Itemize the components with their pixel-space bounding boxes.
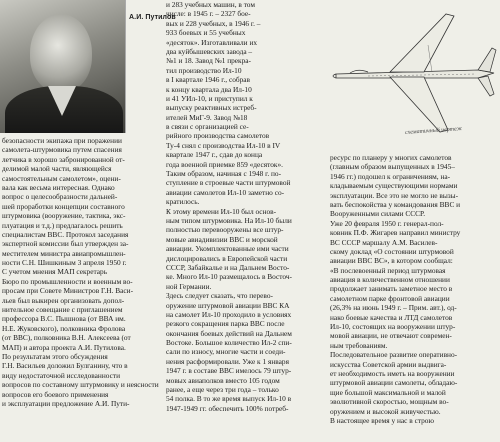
text-line: Вооруженными силами СССР. [330, 209, 426, 219]
text-line: самолетном парке фронтовой авиации [330, 293, 450, 303]
text-line: эволютивной скоростью, мощным во- [330, 397, 449, 407]
text-line: окончания боевых действий на Дальнем [166, 328, 292, 338]
text-line: Ил-10, состоящих на вооружении штур- [330, 322, 456, 332]
text-line: самостоятельным самолетом», оцени- [2, 173, 121, 183]
text-line: МАП) и автора проекта А.И. Путилова. [2, 342, 126, 352]
text-line: нако боевые качества и ЛТД самолетов [330, 312, 453, 322]
text-line: По результатам этого обсуждения [2, 351, 108, 361]
text-line: числе: в 1945 г. – 2327 бое- [166, 9, 251, 19]
text-line: полностью перевооружены все штур- [166, 225, 284, 235]
text-line: тил производство Ил-10 [166, 65, 242, 75]
text-line: шей проработки концепции составного [2, 201, 125, 211]
text-line: оружением и высокой живучестью. [330, 406, 441, 416]
text-line: резкого сокращения парка ВВС после [166, 319, 285, 329]
text-line: летчика в хорошо забронированной от- [2, 154, 125, 164]
text-line: ступление в строевые части штурмовой [166, 178, 291, 188]
text-line: «десяток». Изготавливали их [166, 37, 258, 47]
text-line: 54 полка. В то же время выпуск Ил-10 в [166, 394, 292, 404]
text-column-3 [330, 153, 498, 425]
text-line: ным типом штурмовика. На Ил-10 были [166, 215, 292, 225]
text-line: С учетом мнения МАП секретарь [2, 267, 108, 277]
text-line: рийного производства самолетов [166, 131, 270, 141]
text-line: ным требованиям. [330, 340, 388, 350]
aircraft-drawing [328, 0, 500, 150]
text-line: просам при Совете Министров Г.Н. Васи- [2, 286, 134, 296]
figure-caption: схематичный чертеж [404, 126, 463, 136]
text-line: продолжает занимать заметное место в [330, 284, 453, 294]
text-line: вать беспокойства у командования ВВС и [330, 199, 461, 209]
text-line: квартале 1947 г., сдав до конца [166, 150, 263, 160]
text-line: эксплуатации. Все это не могло не вызы- [330, 190, 459, 200]
text-line: вала как весьма интересная. Однако [2, 182, 115, 192]
text-column-2 [166, 0, 324, 413]
text-line: ресурс по планеру у многих самолетов [330, 153, 452, 162]
text-line: Последовательное развитие оперативно- [330, 350, 458, 360]
text-line: экспертной комиссии был утвержден за- [2, 239, 129, 249]
text-line: специалистам ВВС. Протокол заседания [2, 229, 129, 239]
text-line: года военной приемке 859 «десяток». [166, 159, 283, 169]
text-line: нительное совещание с приглашением [2, 305, 123, 315]
text-line: мовые авиадивизии ВВС и морской [166, 234, 278, 244]
text-line: штурмовой авиации самолеты, обладаю- [330, 378, 458, 388]
text-line: в связи с организацией се- [166, 122, 249, 132]
portrait-head [30, 14, 92, 92]
text-line: делимой малой части, являющейся [2, 164, 112, 174]
text-line: и 283 учебных машин, в том [166, 0, 255, 9]
text-line: К этому времени Ил-10 был основ- [166, 206, 277, 216]
text-line: ителей МиГ-9. Завод №18 [166, 112, 248, 122]
text-line: Здесь следует сказать, что перево- [166, 291, 273, 301]
author-portrait-photo [0, 0, 126, 133]
text-line: авиации. Укомплектованные ими части [166, 244, 289, 254]
text-line: выпуску реактивных истреб- [166, 103, 257, 113]
text-line: сали по износу, многие части и соеди- [166, 347, 286, 357]
text-line: на самолет Ил-10 проходило в условиях [166, 309, 292, 319]
aircraft-sketch-svg [328, 0, 500, 150]
text-line: льев был выкирен организовать допол- [2, 295, 125, 305]
text-line: профессора В.С. Пышнова (от ВВА им. [2, 314, 126, 324]
text-line: мовой авиации, не отвечают современ- [330, 331, 452, 341]
text-line: вых и 228 учебных, в 1946 г. – [166, 18, 261, 28]
text-line: (от ВВС), полковника В.Н. Алексеева (от [2, 333, 131, 343]
text-line: ВС СССР маршалу А.М. Василев- [330, 237, 438, 247]
text-line: кладываемым существующими нормами [330, 181, 458, 191]
text-line: авиации ВВС ВС», в котором сообщал: [330, 256, 453, 266]
text-line: ности С.Н. Шишкиным 3 апреля 1950 г. [2, 258, 127, 268]
text-line: нения расформировали. Уже к 1 января [166, 356, 289, 366]
text-line: и 41 УИл-10, и приступил к [166, 93, 253, 103]
text-line: Ту-4 снял с производства Ил-10 в IV [166, 140, 281, 150]
author-name: А.И. Путилов [129, 14, 176, 21]
text-line: ковник П.Ф. Жигарев направил министру [330, 228, 461, 238]
text-line: (26,3% на июнь 1949 г. – Прим. авт.), од- [330, 303, 457, 313]
text-line: ет необходимость иметь на вооружении [330, 368, 455, 378]
text-line: вопрос о целесообразности дальней- [2, 192, 118, 202]
text-line: авиация в количественном отношении [330, 275, 450, 285]
text-line: Востоке. Большое количество Ил-2 спи- [166, 338, 292, 348]
text-line: авиации самолетов Ил-10 заметно со- [166, 187, 285, 197]
text-line: скому доклад «О состоянии штурмовой [330, 246, 454, 256]
text-line: и эксплуатации предложение А.И. Пути- [2, 398, 130, 408]
text-line: №1 и 18. Завод №1 прекра- [166, 56, 252, 66]
text-line: Таким образом, начиная с 1948 г. по- [166, 169, 282, 179]
text-line: 1946 гг.) подошел к ограничениям, на- [330, 171, 451, 181]
text-line: Уже 20 февраля 1950 г. генерал-пол- [330, 218, 444, 228]
text-line: два куйбышевских завода – [166, 46, 253, 56]
text-line: штурмовика (вооружение, тактика, экс- [2, 211, 126, 221]
text-line: в I квартале 1946 г., собрав [166, 75, 251, 85]
text-line: ке. Много Ил-10 размещалось в Восточ- [166, 272, 293, 282]
text-line: (главным образом выпущенных в 1945– [330, 162, 455, 172]
text-line: виду недостаточной исследованности [2, 370, 121, 380]
text-line: вопросов его боевого применения [2, 389, 109, 399]
text-line: Н.Е. Жуковского), полковника Фролова [2, 323, 126, 333]
text-line: мовых авиаполков вместо 105 годом [166, 375, 280, 385]
text-line: СССР, Забайкалье и на Дальнем Восто- [166, 262, 290, 272]
text-line: Бюро по промышленности и военным во- [2, 276, 133, 286]
text-line: местителем министра авиапромышлен- [2, 248, 126, 258]
text-line: В настоящее время у нас в строю [330, 415, 434, 425]
text-line: к концу квартала два Ил-10 [166, 84, 252, 94]
text-line: 1947-1949 гг. обеспечить 100% потреб- [166, 403, 289, 413]
text-line: ранее, а еще через три года – только [166, 385, 279, 395]
text-line: вопросов по составному штурмовику и неясности [2, 380, 159, 390]
text-line: Г.Н. Васильев доложил Булганину, что в [2, 361, 128, 371]
text-line: оружение штурмовой авиации ВВС КА [166, 300, 290, 310]
text-line: кратилось. [166, 197, 200, 207]
text-line: безопасности экипажа при поражении [2, 136, 122, 145]
text-line: искусства Советской армии выдвига- [330, 359, 447, 369]
text-line: дислоцировались в Европейской части [166, 253, 288, 263]
text-column-1 [2, 136, 160, 408]
text-line: 1947 г. в составе ВВС имелось 79 штур- [166, 366, 292, 376]
text-line: «В послевоенный период штурмовая [330, 265, 446, 275]
text-line: ной Германии. [166, 281, 212, 291]
text-line: самолета-штурмовика путем спасения [2, 145, 122, 155]
text-line: плуатация и т.д.) предлагалось решить [2, 220, 123, 230]
text-line: 933 боевых и 55 учебных [166, 28, 246, 38]
text-line: щие большой максимальной и малой [330, 387, 446, 397]
